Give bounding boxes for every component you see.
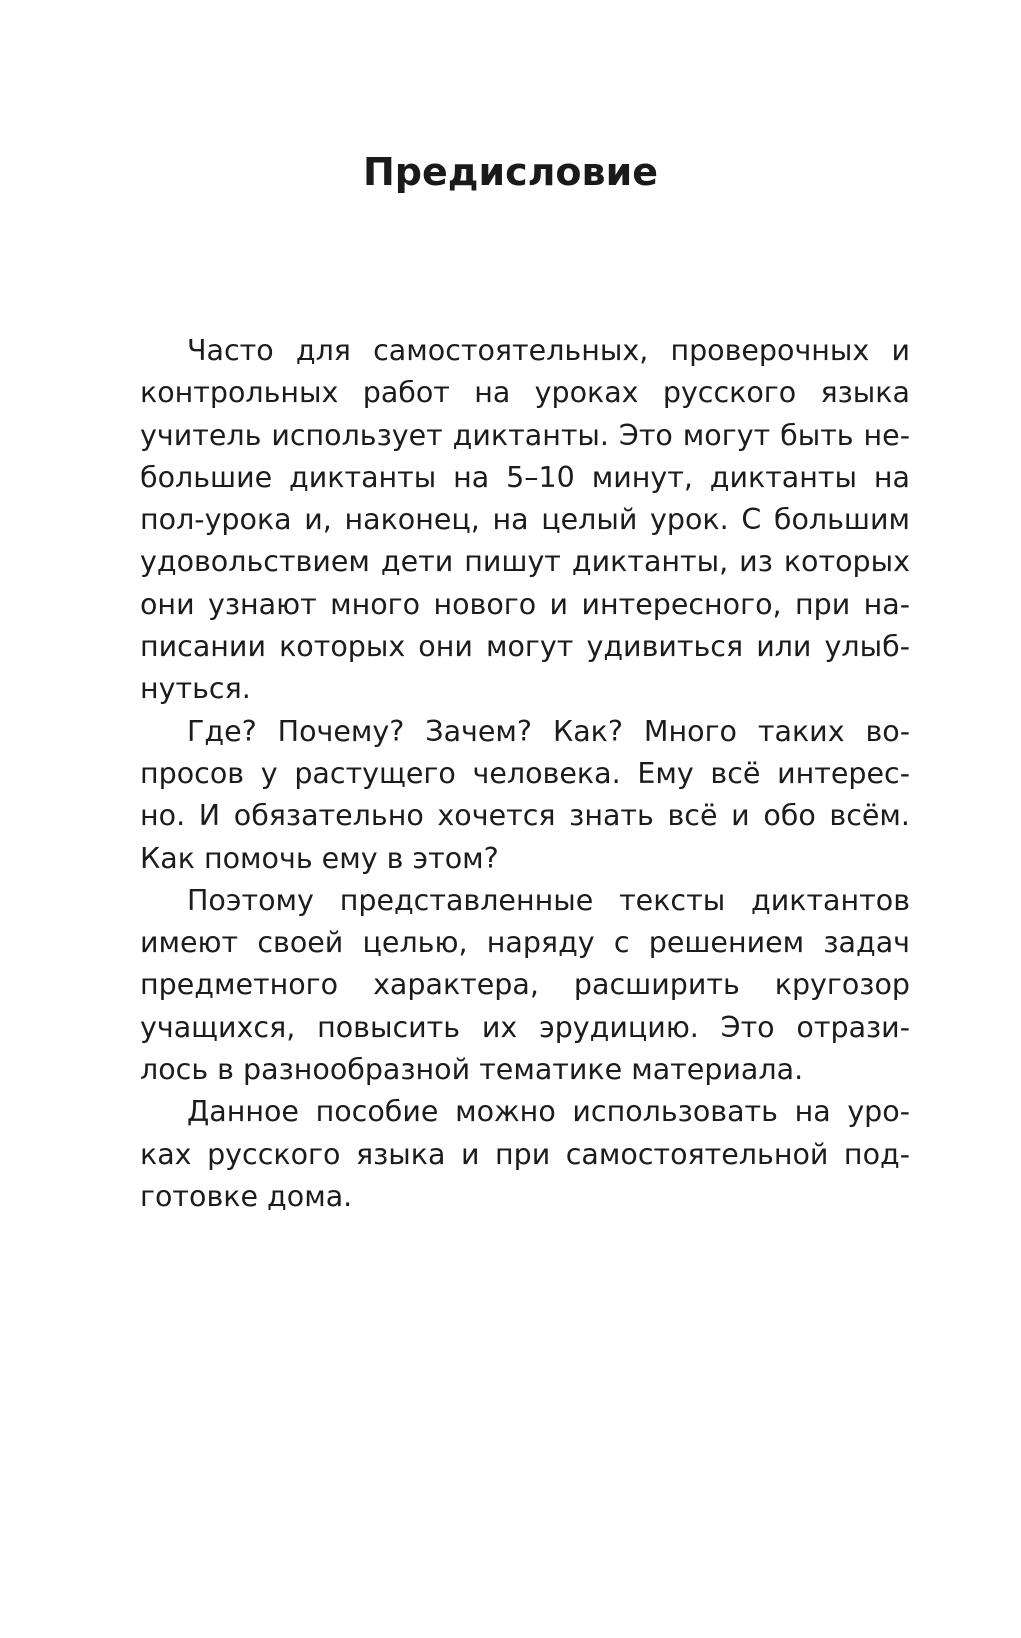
text-line: удовольствием дети пишут диктанты, из которых [140, 545, 910, 579]
text-line: они узнают много нового и интересного, при на- [140, 587, 910, 621]
text-line: нуться. [140, 672, 251, 706]
text-line: учитель использует диктанты. Это могут быть не- [140, 418, 910, 452]
text-line: ках русского языка и при самостоятельной под- [140, 1137, 910, 1171]
text-line: контрольных работ на уроках русского языка [140, 376, 910, 410]
text-line: писании которых они могут удивиться или улыб- [140, 630, 910, 664]
text-line: Данное пособие можно использовать на уро- [187, 1095, 910, 1129]
text-line: готовке дома. [140, 1179, 353, 1213]
paragraph-1 [140, 330, 910, 711]
text-line: пол-урока и, наконец, на целый урок. С большим [140, 503, 910, 537]
text-line: Где? Почему? Зачем? Как? Много таких во- [187, 714, 910, 748]
text-line: учащихся, повысить их эрудицию. Это отрази- [140, 1010, 910, 1044]
text-line: имеют своей целью, наряду с решением задач [140, 926, 910, 960]
text-line: большие диктанты на 5–10 минут, диктанты на [140, 460, 910, 494]
paragraph-4 [140, 1091, 910, 1218]
page-title: Предисловие [362, 150, 658, 194]
text-line: Часто для самостоятельных, проверочных и [187, 334, 910, 367]
text-line: просов у растущего человека. Ему всё интерес- [140, 756, 910, 790]
text-line: Как помочь ему в этом? [140, 841, 499, 875]
text-line: лось в разнообразной тематике материала. [140, 1053, 804, 1087]
paragraph-2 [140, 711, 910, 880]
text-line: предметного характера, расширить кругозор [140, 968, 910, 1002]
preface-text [140, 330, 910, 1218]
text-line: но. И обязательно хочется знать всё и обо всём. [140, 799, 910, 833]
paragraph-3 [140, 880, 910, 1091]
text-line: Поэтому представленные тексты диктантов [187, 883, 910, 917]
